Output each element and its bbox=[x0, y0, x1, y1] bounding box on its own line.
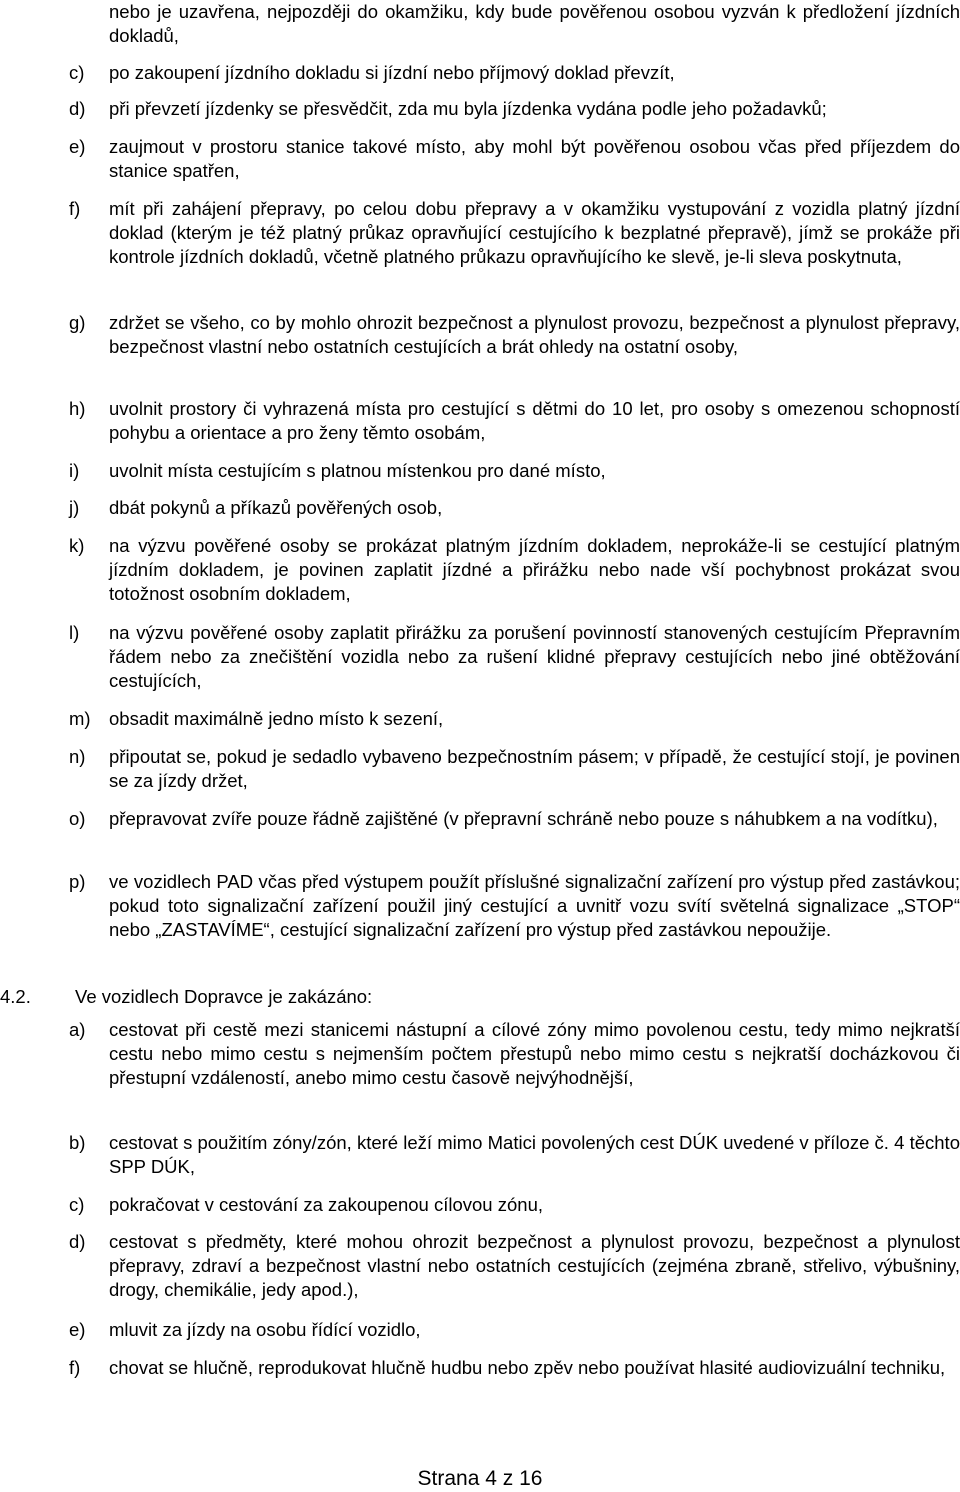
item-letter: f) bbox=[69, 1357, 81, 1378]
item-text: chovat se hlučně, reprodukovat hlučně hudbu nebo zpěv nebo používat hlasité audiovizuální techniku, bbox=[109, 1357, 946, 1378]
item-letter: h) bbox=[69, 398, 86, 419]
list-item bbox=[69, 1018, 960, 1090]
item-letter: p) bbox=[69, 871, 86, 892]
list-item bbox=[69, 1193, 960, 1217]
list-item bbox=[69, 870, 960, 942]
item-letter: m) bbox=[69, 708, 91, 729]
list-item bbox=[69, 745, 960, 793]
item-text: přepravovat zvíře pouze řádně zajištěné (v přepravní schráně nebo pouze s náhubkem a na vodítku), bbox=[109, 808, 938, 829]
item-text: cestovat s použitím zóny/zón, které leží mimo Matici povolených cest DÚK uvedené v příloze č. 4 těchto SPP DÚK, bbox=[109, 1132, 960, 1177]
list-item bbox=[69, 807, 960, 831]
list-item bbox=[69, 397, 960, 445]
item-letter: b) bbox=[69, 1132, 86, 1153]
item-text: mluvit za jízdy na osobu řídící vozidlo, bbox=[109, 1319, 421, 1340]
item-text: obsadit maximálně jedno místo k sezení, bbox=[109, 708, 444, 729]
item-letter: e) bbox=[69, 1319, 86, 1340]
item-letter: l) bbox=[69, 622, 80, 643]
item-text: zdržet se všeho, co by mohlo ohrozit bezpečnost a plynulost provozu, bezpečnost a plynulost přepravy, bezpečnost vlastní nebo ostatních cestujících a brát ohledy na ostatní osoby, bbox=[109, 312, 960, 357]
item-text: zaujmout v prostoru stanice takové místo, aby mohl být pověřenou osobou včas před příjezdem do stanice spatřen, bbox=[109, 136, 960, 181]
list-item bbox=[69, 197, 960, 269]
list-item bbox=[69, 61, 960, 85]
item-text: po zakoupení jízdního dokladu si jízdní nebo příjmový doklad převzít, bbox=[109, 62, 675, 83]
list-item bbox=[69, 311, 960, 359]
item-text: uvolnit prostory či vyhrazená místa pro cestující s dětmi do 10 let, pro osoby s omezenou schopností pohybu a orientace a pro ženy těmto osobám, bbox=[109, 398, 960, 443]
item-letter: d) bbox=[69, 98, 86, 119]
item-letter: i) bbox=[69, 460, 80, 481]
list-item bbox=[69, 1318, 960, 1342]
item-letter: n) bbox=[69, 746, 86, 767]
item-text: připoutat se, pokud je sedadlo vybaveno bezpečnostním pásem; v případě, že cestující stojí, je povinen se za jízdy držet, bbox=[109, 746, 960, 791]
list-item bbox=[69, 1230, 960, 1302]
item-text: cestovat s předměty, které mohou ohrozit bezpečnost a plynulost provozu, bezpečnost a plynulost přepravy, zdraví a bezpečnost vlastní nebo ostatních cestujících (zejména zbraně, střelivo, výbušniny, drogy, chemikálie, jedy apod.), bbox=[109, 1231, 960, 1300]
list-item bbox=[69, 1356, 960, 1380]
section-title: Ve vozidlech Dopravce je zakázáno: bbox=[75, 986, 373, 1007]
item-letter: d) bbox=[69, 1231, 86, 1252]
item-letter: c) bbox=[69, 1194, 85, 1215]
list-item bbox=[69, 707, 960, 731]
item-text: ve vozidlech PAD včas před výstupem použít příslušné signalizační zařízení pro výstup před zastávkou; pokud toto signalizační zařízení použil jiný cestující a uvnitř vozu svítí světelná signalizace „STOP“ nebo „ZASTAVÍME“, cestující signalizační zařízení pro výstup před zastávkou nepoužije. bbox=[109, 871, 960, 940]
list-item bbox=[69, 621, 960, 693]
list-item bbox=[69, 496, 960, 520]
item-letter: c) bbox=[69, 62, 85, 83]
item-text: pokračovat v cestování za zakoupenou cílovou zónu, bbox=[109, 1194, 543, 1215]
item-letter: f) bbox=[69, 198, 81, 219]
item-letter: j) bbox=[69, 497, 80, 518]
continuation-paragraph bbox=[69, 0, 960, 48]
list-item bbox=[69, 97, 960, 121]
item-text: při převzetí jízdenky se přesvědčit, zda mu byla jízdenka vydána podle jeho požadavků; bbox=[109, 98, 827, 119]
continuation-text: nebo je uzavřena, nejpozději do okamžiku, kdy bude pověřenou osobou vyzván k předložení jízdních dokladů, bbox=[109, 1, 960, 46]
list-item bbox=[69, 534, 960, 606]
item-letter: e) bbox=[69, 136, 86, 157]
item-text: na výzvu pověřené osoby se prokázat platným jízdním dokladem, neprokáže-li se cestující platným jízdním dokladem, je povinen zaplatit jízdné a přirážku nebo nade vší pochybnost prokázat svou totožnost osobním dokladem, bbox=[109, 535, 960, 604]
item-text: uvolnit místa cestujícím s platnou místenkou pro dané místo, bbox=[109, 460, 606, 481]
item-letter: o) bbox=[69, 808, 86, 829]
item-letter: a) bbox=[69, 1019, 86, 1040]
list-item bbox=[69, 135, 960, 183]
section-number: 4.2. bbox=[0, 986, 31, 1007]
list-item bbox=[69, 459, 960, 483]
item-text: dbát pokynů a příkazů pověřených osob, bbox=[109, 497, 443, 518]
item-text: mít při zahájení přepravy, po celou dobu přepravy a v okamžiku vystupování z vozidla platný jízdní doklad (kterým je též platný průkaz opravňující cestujícího k bezplatné přepravě), jímž se prokáže při kontrole jízdních dokladů, včetně platného průkazu opravňujícího ke slevě, je-li sleva poskytnuta, bbox=[109, 198, 960, 267]
item-letter: g) bbox=[69, 312, 86, 333]
list-item bbox=[69, 1131, 960, 1179]
item-text: cestovat při cestě mezi stanicemi nástupní a cílové zóny mimo povolenou cestu, tedy mimo nejkratší cestu nebo mimo cestu s nejmenším počtem přestupů nebo mimo cestu s nejkratší docházkovou či přestupní vzdáleností, anebo mimo cestu časově nejvýhodnější, bbox=[109, 1019, 960, 1088]
item-text: na výzvu pověřené osoby zaplatit přirážku za porušení povinností stanovených cestujícím Přepravním řádem nebo za znečištění vozidla nebo za rušení klidné přepravy cestujících nebo jiné obtěžování cestujících, bbox=[109, 622, 960, 691]
item-letter: k) bbox=[69, 535, 85, 556]
page-number: Strana 4 z 16 bbox=[417, 1467, 543, 1490]
